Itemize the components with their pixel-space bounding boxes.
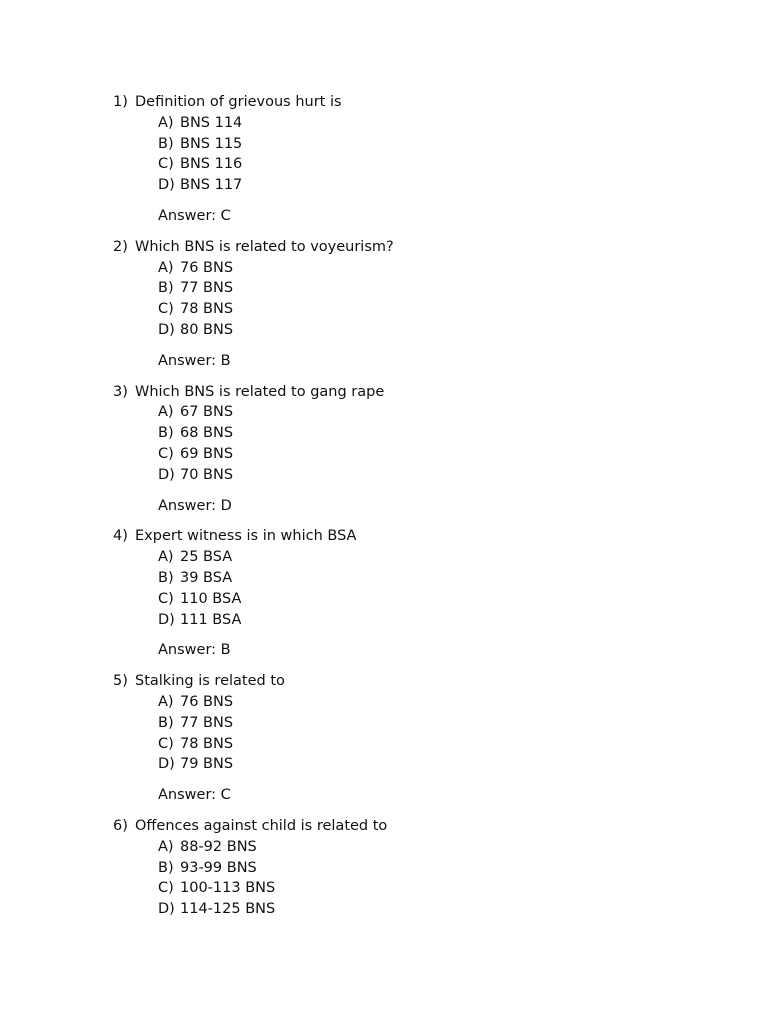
option-text: 100-113 BNS	[180, 880, 276, 897]
option-c	[158, 299, 673, 320]
option-c	[158, 878, 673, 899]
option-letter: B)	[158, 569, 174, 586]
question-number: 5)	[113, 673, 128, 690]
option-letter: A)	[158, 114, 174, 131]
question-number: 4)	[113, 528, 128, 545]
option-b	[158, 858, 673, 879]
option-text: 67 BNS	[180, 404, 234, 421]
option-text: BNS 115	[180, 135, 243, 152]
option-text: BNS 117	[180, 177, 243, 194]
question-stem	[113, 526, 673, 547]
option-a	[158, 258, 673, 279]
option-a	[158, 692, 673, 713]
option-text: 70 BNS	[180, 466, 234, 483]
option-d	[158, 320, 673, 341]
question-stem	[113, 816, 673, 837]
option-c	[158, 154, 673, 175]
option-letter: B)	[158, 859, 174, 876]
option-list	[113, 113, 673, 196]
option-letter: A)	[158, 693, 174, 710]
option-text: 25 BSA	[180, 549, 233, 566]
option-letter: C)	[158, 880, 174, 897]
option-text: 88-92 BNS	[180, 838, 257, 855]
option-letter: D)	[158, 321, 175, 338]
option-b	[158, 713, 673, 734]
option-b	[158, 423, 673, 444]
option-letter: D)	[158, 611, 175, 628]
option-b	[158, 134, 673, 155]
option-list	[113, 692, 673, 775]
option-list	[113, 547, 673, 630]
question-text: Stalking is related to	[135, 673, 285, 690]
option-c	[158, 444, 673, 465]
option-letter: D)	[158, 466, 175, 483]
option-text: 69 BNS	[180, 445, 234, 462]
option-text: 78 BNS	[180, 735, 234, 752]
option-a	[158, 113, 673, 134]
answer-line: Answer: C	[158, 207, 231, 224]
option-letter: C)	[158, 301, 174, 318]
question-stem	[113, 382, 673, 403]
option-letter: D)	[158, 177, 175, 194]
option-letter: B)	[158, 135, 174, 152]
question-number: 2)	[113, 238, 128, 255]
question-number: 6)	[113, 817, 128, 834]
option-letter: C)	[158, 156, 174, 173]
question-number: 1)	[113, 94, 128, 110]
question-text: Definition of grievous hurt is	[135, 94, 342, 110]
option-text: 110 BSA	[180, 590, 242, 607]
option-text: 76 BNS	[180, 693, 234, 710]
question-number: 3)	[113, 383, 128, 400]
option-letter: D)	[158, 756, 175, 773]
question-4	[113, 526, 673, 661]
quiz-page	[113, 92, 673, 930]
option-text: 80 BNS	[180, 321, 234, 338]
question-5	[113, 671, 673, 806]
option-b	[158, 568, 673, 589]
question-stem	[113, 237, 673, 258]
question-text: Which BNS is related to voyeurism?	[135, 238, 394, 255]
option-letter: A)	[158, 404, 174, 421]
answer-line: Answer: C	[158, 787, 231, 804]
option-text: 68 BNS	[180, 425, 234, 442]
option-text: BNS 116	[180, 156, 243, 173]
option-a	[158, 402, 673, 423]
question-text: Which BNS is related to gang rape	[135, 383, 385, 400]
option-text: 93-99 BNS	[180, 859, 257, 876]
option-d	[158, 754, 673, 775]
question-stem	[113, 671, 673, 692]
option-text: 114-125 BNS	[180, 901, 276, 918]
option-letter: A)	[158, 549, 174, 566]
option-d	[158, 465, 673, 486]
option-a	[158, 547, 673, 568]
option-text: BNS 114	[180, 114, 243, 131]
option-letter: B)	[158, 425, 174, 442]
option-d	[158, 899, 673, 920]
option-letter: B)	[158, 280, 174, 297]
option-a	[158, 837, 673, 858]
option-text: 77 BNS	[180, 714, 234, 731]
question-text: Expert witness is in which BSA	[135, 528, 357, 545]
option-text: 78 BNS	[180, 301, 234, 318]
option-list	[113, 258, 673, 341]
answer-line: Answer: D	[158, 497, 232, 514]
question-1	[113, 92, 673, 227]
option-letter: C)	[158, 445, 174, 462]
option-text: 77 BNS	[180, 280, 234, 297]
question-3	[113, 382, 673, 517]
option-c	[158, 734, 673, 755]
option-text: 76 BNS	[180, 259, 234, 276]
question-6	[113, 816, 673, 920]
question-text: Offences against child is related to	[135, 817, 388, 834]
option-letter: D)	[158, 901, 175, 918]
option-d	[158, 610, 673, 631]
option-list	[113, 402, 673, 485]
option-d	[158, 175, 673, 196]
question-stem	[113, 92, 673, 113]
option-letter: B)	[158, 714, 174, 731]
option-text: 111 BSA	[180, 611, 242, 628]
answer-line: Answer: B	[158, 352, 231, 369]
question-2	[113, 237, 673, 372]
option-letter: A)	[158, 259, 174, 276]
option-letter: C)	[158, 735, 174, 752]
option-list	[113, 837, 673, 920]
option-c	[158, 589, 673, 610]
option-text: 39 BSA	[180, 569, 233, 586]
option-letter: C)	[158, 590, 174, 607]
option-b	[158, 278, 673, 299]
answer-line: Answer: B	[158, 642, 231, 659]
option-text: 79 BNS	[180, 756, 234, 773]
option-letter: A)	[158, 838, 174, 855]
